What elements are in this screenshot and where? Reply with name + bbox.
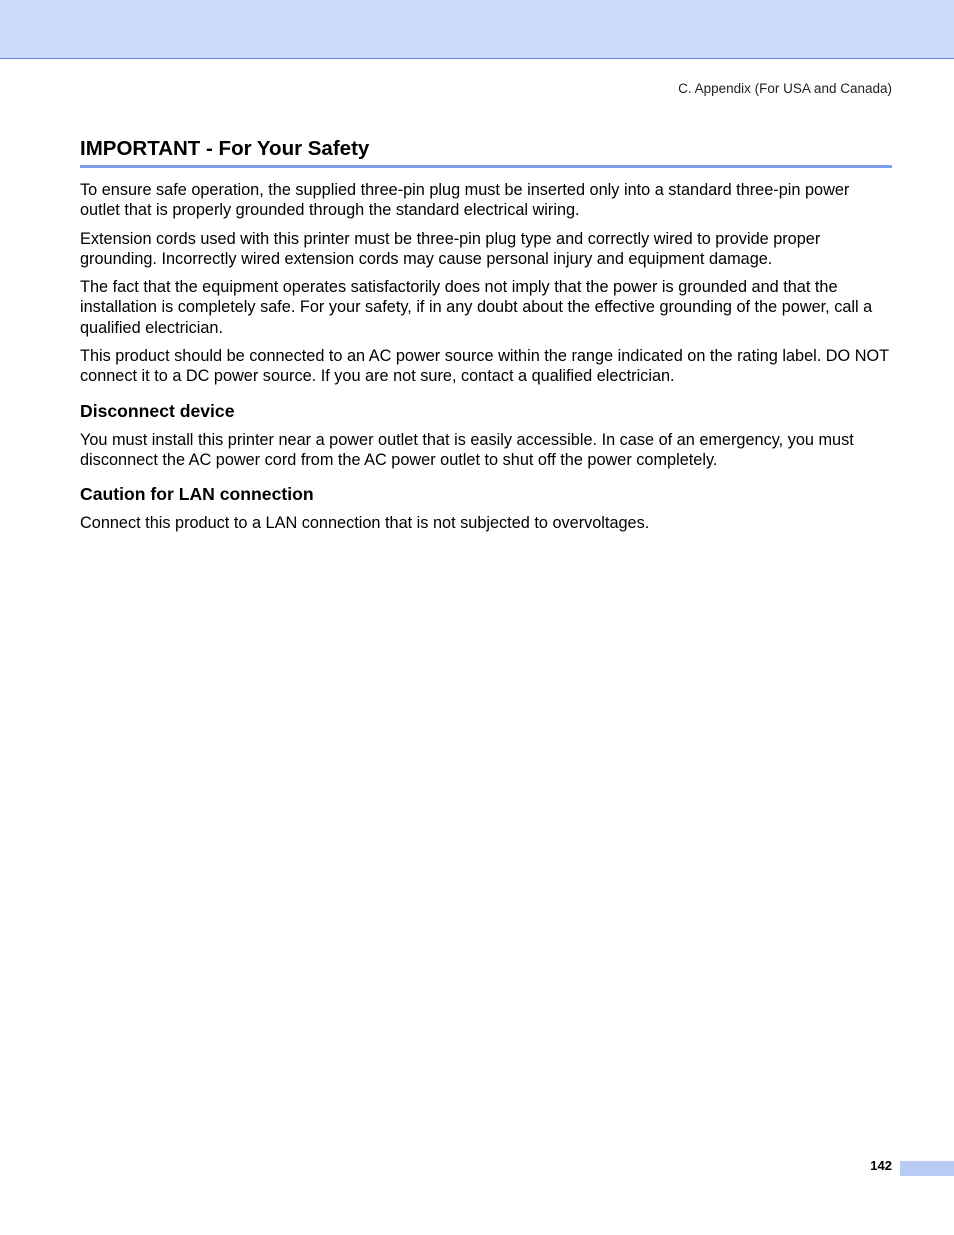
safety-paragraph-1: To ensure safe operation, the supplied three-pin plug must be inserted only into a standard three-pin power outlet that is properly grounded through the standard electrical wiring. <box>80 181 850 220</box>
safety-paragraph-4: This product should be connected to an AC power source within the range indicated on the rating label. DO NOT connect it to a DC power source. If you are not sure, contact a qualified electrician. <box>80 347 889 386</box>
subheading-disconnect-device: Disconnect device <box>80 400 235 421</box>
lan-caution-paragraph: Connect this product to a LAN connection that is not subjected to overvoltages. <box>80 514 650 533</box>
running-header: C. Appendix (For USA and Canada) <box>678 81 892 96</box>
page-tab-marker <box>900 1161 954 1176</box>
section-title: IMPORTANT - For Your Safety <box>80 135 892 168</box>
safety-paragraph-2: Extension cords used with this printer must be three-pin plug type and correctly wired to provide proper grounding. Incorrectly wired extension cords may cause personal injury and equipment damage. <box>80 229 821 268</box>
safety-paragraph-3: The fact that the equipment operates satisfactorily does not imply that the power is grounded and that the installation is completely safe. For your safety, if in any doubt about the effective grounding of the power, call a qualified electrician. <box>80 278 873 337</box>
page-number: 142 <box>870 1158 892 1173</box>
subheading-lan-caution: Caution for LAN connection <box>80 484 314 505</box>
page-content <box>80 135 892 542</box>
disconnect-device-paragraph: You must install this printer near a power outlet that is easily accessible. In case of an emergency, you must disconnect the AC power cord from the AC power outlet to shut off the power completely. <box>80 430 854 469</box>
header-band <box>0 0 954 59</box>
